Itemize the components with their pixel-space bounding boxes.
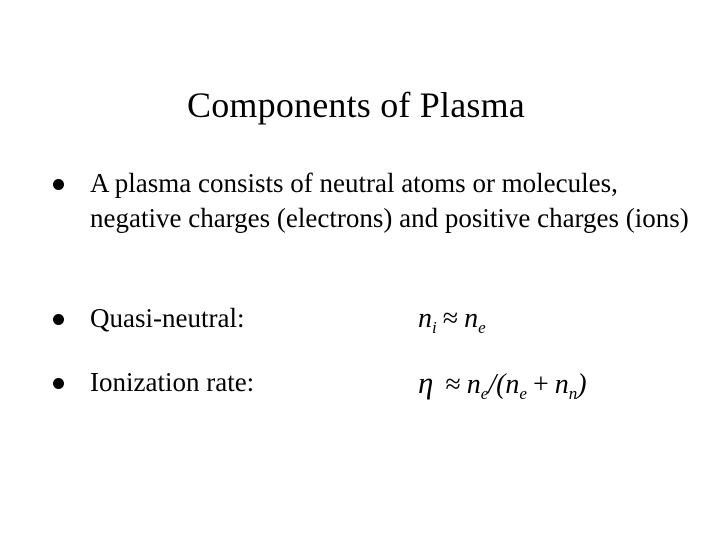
formula-symbol: n [554, 369, 569, 400]
slide-title: Components of Plasma [187, 85, 525, 125]
quasi-neutral-formula [418, 301, 486, 345]
formula-symbol: n [505, 369, 520, 400]
formula-symbol: n [418, 303, 432, 334]
formula-operator: + [532, 369, 549, 400]
formula-symbol: n [464, 303, 479, 334]
formula-bracket: ) [577, 369, 587, 400]
formula-subscript: e [519, 384, 527, 403]
bullet-text: Quasi-neutral: [90, 303, 245, 333]
ionization-rate-formula [418, 365, 587, 411]
formula-operator: ≈ [445, 369, 461, 400]
bullet-dot-icon [53, 314, 64, 325]
formula-operator: ≈ [442, 303, 459, 334]
bullet-dot-icon [53, 179, 64, 190]
formula-symbol: η [418, 365, 434, 400]
formula-subscript: i [432, 318, 437, 337]
formula-subscript: n [568, 384, 578, 403]
bullet-text: A plasma consists of neutral atoms or molecules, negative charges (electrons) and positive charges (ions) [90, 168, 689, 233]
formula-subscript: e [480, 384, 489, 403]
bullet-dot-icon [53, 378, 64, 389]
formula-bracket: /( [488, 369, 506, 400]
formula-subscript: e [478, 318, 486, 337]
bullet-text: Ionization rate: [90, 367, 255, 397]
formula-symbol: n [466, 369, 481, 400]
